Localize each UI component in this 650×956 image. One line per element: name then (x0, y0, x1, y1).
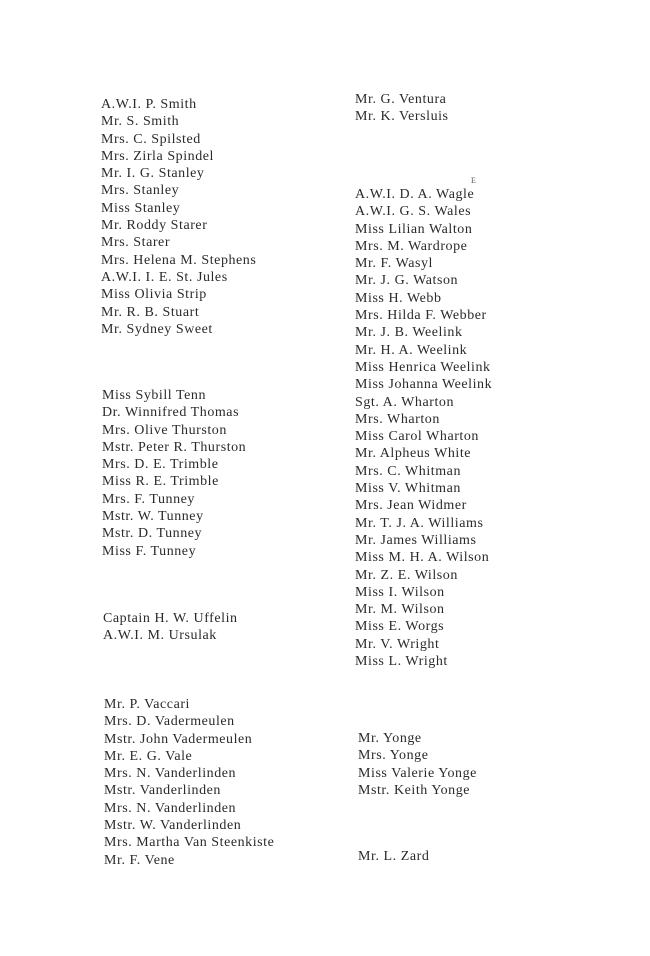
list-item: Mrs. M. Wardrope (355, 238, 468, 254)
handwritten-annotation-mark: E (471, 176, 476, 185)
list-item: Miss Valerie Yonge (358, 765, 477, 781)
list-item: Mr. K. Versluis (355, 109, 449, 125)
list-item: Mrs. N. Vanderlinden (104, 800, 237, 816)
list-item: Mr. Roddy Starer (101, 218, 208, 234)
list-item: Mrs. Yonge (358, 748, 429, 764)
list-item: Mrs. Jean Widmer (355, 498, 467, 514)
list-item: Mrs. Stanley (101, 183, 180, 199)
name-group-v-continued (355, 91, 449, 126)
list-item: Mr. R. B. Stuart (101, 304, 200, 320)
list-item: Mrs. C. Spilsted (101, 131, 201, 147)
list-item: Mr. T. J. A. Williams (355, 515, 484, 531)
list-item: Mstr. Peter R. Thurston (102, 439, 247, 455)
list-item: Mr. M. Wilson (355, 602, 445, 618)
list-item: Mrs. D. Vadermeulen (104, 714, 235, 730)
name-group-u (103, 610, 238, 645)
list-item: Miss I. Wilson (355, 584, 445, 600)
list-item: Mr. Yonge (358, 731, 422, 746)
list-item: Miss H. Webb (355, 290, 442, 306)
list-item: Miss E. Worgs (355, 619, 445, 635)
list-item: Mr. F. Wasyl (355, 256, 433, 272)
list-item: Mr. J. B. Weelink (355, 325, 463, 341)
list-item: Mstr. D. Tunney (102, 526, 203, 542)
list-item: Mrs. Martha Van Steenkiste (104, 835, 275, 851)
list-item: Mstr. John Vadermeulen (104, 731, 253, 747)
list-item: Mstr. Vanderlinden (104, 783, 221, 799)
list-item: Mrs. Starer (101, 235, 171, 251)
list-item: A.W.I. P. Smith (101, 97, 197, 112)
list-item: Captain H. W. Uffelin (103, 611, 238, 626)
list-item: Mstr. W. Vanderlinden (104, 818, 242, 834)
list-item: Mr. E. G. Vale (104, 748, 193, 764)
list-item: Miss Lilian Walton (355, 221, 473, 237)
list-item: Mr. S. Smith (101, 114, 180, 130)
name-group-s (101, 96, 256, 338)
list-item: Mrs. Hilda F. Webber (355, 308, 487, 324)
list-item: Miss Henrica Weelink (355, 359, 491, 375)
list-item: Mrs. Wharton (355, 411, 440, 427)
list-item: Miss V. Whitman (355, 481, 461, 497)
list-item: Mr. J. G. Watson (355, 273, 459, 289)
name-group-t (102, 387, 246, 560)
list-item: Mr. H. A. Weelink (355, 342, 468, 358)
list-item: Mr. I. G. Stanley (101, 166, 205, 182)
list-item: Miss L. Wright (355, 654, 448, 670)
list-item: A.W.I. M. Ursulak (103, 628, 217, 644)
list-item: Mrs. C. Whitman (355, 463, 461, 479)
list-item: Mrs. F. Tunney (102, 491, 195, 507)
list-item: Miss Sybill Tenn (102, 388, 207, 403)
list-item: Mr. G. Ventura (355, 92, 447, 107)
list-item: Miss Olivia Strip (101, 287, 207, 303)
list-item: Mrs. N. Vanderlinden (104, 766, 237, 782)
name-group-v (104, 696, 274, 869)
list-item: Mstr. W. Tunney (102, 509, 204, 525)
list-item: Miss F. Tunney (102, 543, 197, 559)
list-item: Mrs. Olive Thurston (102, 422, 227, 438)
list-item: Miss Carol Wharton (355, 429, 479, 445)
list-item: Mrs. D. E. Trimble (102, 457, 219, 473)
list-item: Mr. Alpheus White (355, 446, 472, 462)
name-group-w (355, 186, 492, 670)
list-item: A.W.I. D. A. Wagle (355, 187, 475, 202)
list-item: Mr. P. Vaccari (104, 697, 190, 712)
list-item: Mrs. Helena M. Stephens (101, 252, 257, 268)
list-item: Mr. V. Wright (355, 636, 440, 652)
list-item: Mr. Sydney Sweet (101, 321, 213, 337)
list-item: Mrs. Zirla Spindel (101, 148, 214, 164)
list-item: Mr. Z. E. Wilson (355, 567, 458, 583)
list-item: A.W.I. I. E. St. Jules (101, 269, 228, 285)
list-item: Miss R. E. Trimble (102, 474, 219, 490)
list-item: A.W.I. G. S. Wales (355, 204, 472, 220)
name-group-z (358, 848, 429, 865)
list-item: Mr. James Williams (355, 532, 477, 548)
list-item: Mr. L. Zard (358, 849, 430, 864)
list-item: Dr. Winnifred Thomas (102, 405, 240, 421)
name-group-y (358, 730, 477, 799)
list-item: Mstr. Keith Yonge (358, 782, 471, 798)
list-item: Miss Johanna Weelink (355, 377, 493, 393)
list-item: Miss Stanley (101, 200, 181, 216)
list-item: Sgt. A. Wharton (355, 394, 454, 410)
list-item: Mr. F. Vene (104, 852, 175, 868)
list-item: Miss M. H. A. Wilson (355, 550, 490, 566)
